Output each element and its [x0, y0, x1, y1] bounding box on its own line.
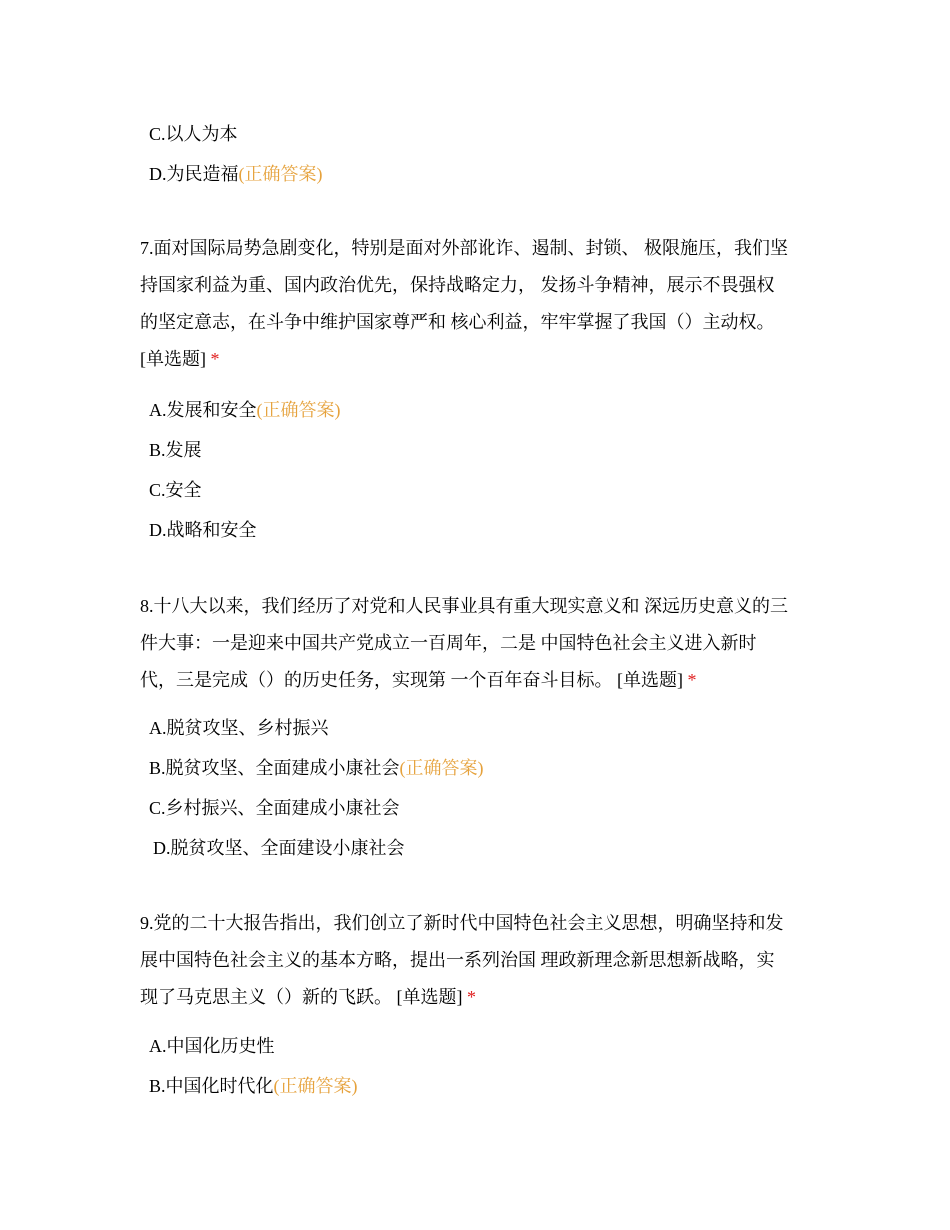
- q8-option-c: [149, 796, 400, 820]
- q6-option-c: [149, 122, 238, 146]
- q9-stem-line-3-text: 现了马克思主义（）新的飞跃。: [140, 987, 392, 1007]
- q7-stem: [140, 230, 820, 378]
- required-mark: *: [467, 987, 476, 1007]
- q9-option-b: [149, 1074, 358, 1098]
- required-mark: *: [687, 670, 697, 690]
- q7-option-c-text: C.安全: [149, 480, 202, 500]
- q8-stem: [140, 588, 820, 699]
- required-mark: *: [210, 349, 220, 369]
- q9-stem-line-1: 9.党的二十大报告指出，我们创立了新时代中国特色社会主义思想，明确坚持和发: [140, 913, 784, 933]
- q8-stem-line-2: 件大事：一是迎来中国共产党成立一百周年，二是 中国特色社会主义进入新时: [140, 633, 757, 653]
- q9-stem-line-3: [140, 979, 820, 1016]
- q8-option-a: [149, 716, 329, 740]
- correct-answer-tag: (正确答案): [256, 400, 341, 420]
- q8-stem-line-3-text: 代，三是完成（）的历史任务，实现第 一个百年奋斗目标。: [140, 670, 613, 690]
- q7-stem-line-1: 7.面对国际局势急剧变化，特别是面对外部讹诈、遏制、封锁、 极限施压，我们坚: [140, 238, 788, 258]
- q9-option-b-text: B.中国化时代化: [149, 1076, 274, 1096]
- q8-option-d-text: D.脱贫攻坚、全面建设小康社会: [153, 838, 405, 858]
- q8-option-d: [153, 836, 405, 860]
- correct-answer-tag: (正确答案): [273, 1076, 358, 1096]
- q8-stem-line-1: 8.十八大以来，我们经历了对党和人民事业具有重大现实意义和 深远历史意义的三: [140, 596, 788, 616]
- q8-option-c-text: C.乡村振兴、全面建成小康社会: [149, 798, 400, 818]
- q9-stem-line-2: 展中国特色社会主义的基本方略，提出一系列治国 理政新理念新思想新战略，实: [140, 950, 775, 970]
- correct-answer-tag: (正确答案): [399, 758, 484, 778]
- q7-stem-line-3: 的坚定意志，在斗争中维护国家尊严和 核心利益，牢牢掌握了我国（）主动权。: [140, 312, 775, 332]
- q6-option-d: [149, 162, 323, 186]
- q7-option-b: [149, 438, 202, 462]
- q7-option-d: [149, 518, 257, 542]
- q9-option-a-text: A.中国化历史性: [149, 1036, 275, 1056]
- q8-option-b: [149, 756, 484, 780]
- q8-stem-line-3: [140, 662, 820, 699]
- question-type-tag: [单选题]: [140, 349, 206, 369]
- question-type-tag: [单选题]: [396, 987, 463, 1007]
- q9-option-a: [149, 1034, 275, 1058]
- q9-stem: [140, 905, 820, 1016]
- q6-option-d-text: D.为民造福: [149, 164, 239, 184]
- correct-answer-tag: (正确答案): [238, 164, 323, 184]
- q7-option-a-text: A.发展和安全: [149, 400, 257, 420]
- q7-option-c: [149, 478, 202, 502]
- question-type-tag: [单选题]: [617, 670, 683, 690]
- q7-option-b-text: B.发展: [149, 440, 202, 460]
- q8-option-a-text: A.脱贫攻坚、乡村振兴: [149, 718, 329, 738]
- q7-option-a: [149, 398, 341, 422]
- q6-option-c-text: C.以人为本: [149, 124, 238, 144]
- q7-option-d-text: D.战略和安全: [149, 520, 257, 540]
- q7-stem-line-2: 持国家利益为重、国内政治优先，保持战略定力， 发扬斗争精神，展示不畏强权: [140, 275, 775, 295]
- q7-type-line: [140, 341, 820, 378]
- q8-option-b-text: B.脱贫攻坚、全面建成小康社会: [149, 758, 400, 778]
